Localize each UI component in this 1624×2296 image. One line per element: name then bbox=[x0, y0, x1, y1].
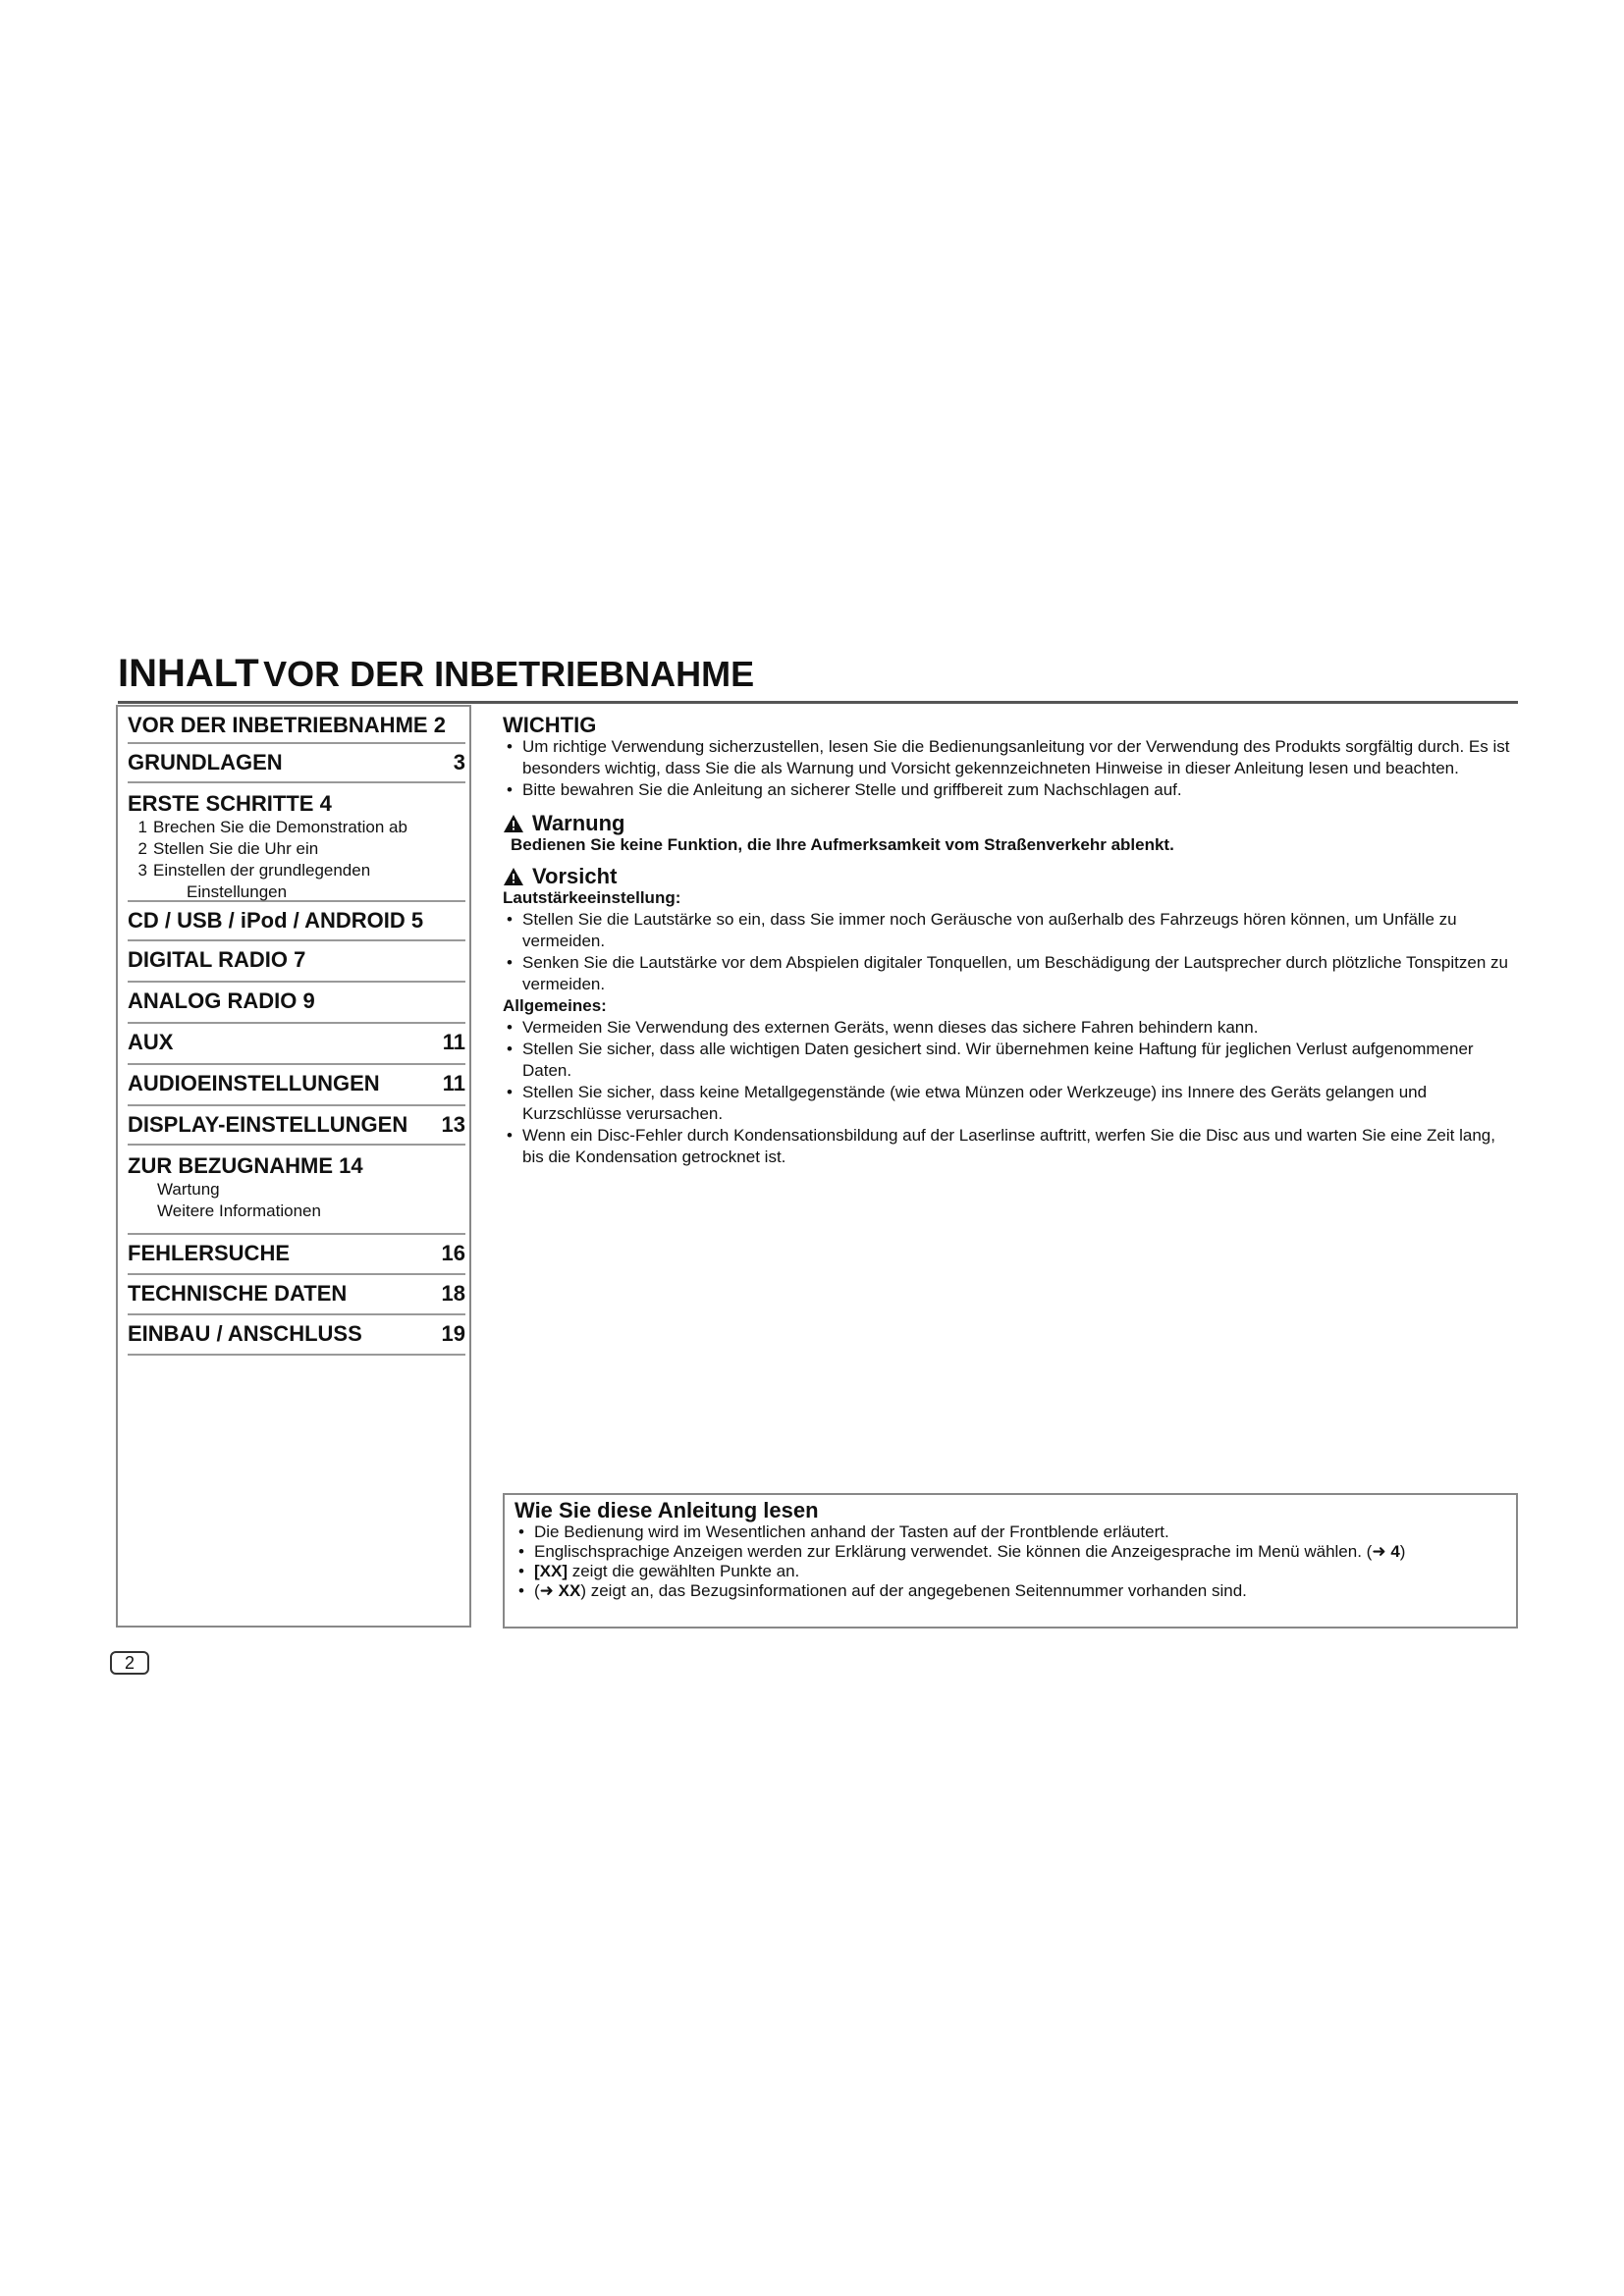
page-header bbox=[118, 652, 1518, 704]
toc-page-number: 18 bbox=[441, 1281, 465, 1306]
toc-entry[interactable] bbox=[128, 1106, 465, 1146]
toc-subentry-number: 3 bbox=[137, 861, 147, 880]
toc-label-wrap bbox=[128, 908, 423, 934]
main-content bbox=[503, 715, 1520, 1168]
toc-page-number: 13 bbox=[441, 1112, 465, 1137]
toc-subentry-text: Weitere Informationen bbox=[157, 1201, 321, 1220]
toc-label-wrap bbox=[128, 988, 315, 1014]
toc-entry-title bbox=[128, 902, 465, 934]
toc-label-wrap bbox=[128, 713, 446, 738]
toc-entry-title bbox=[128, 1235, 465, 1266]
toc-label: ERSTE SCHRITTE bbox=[128, 791, 314, 816]
list-item: • Wenn ein Disc-Fehler durch Kondensationsbildung auf der Laserlinse auftritt, werfen Sie die Disc aus und warten Sie eine Zeit lang, bis die Kondensation getrocknet ist. bbox=[503, 1125, 1520, 1168]
wichtig-heading: WICHTIG bbox=[503, 713, 597, 737]
howto-b2-end: ) bbox=[1399, 1542, 1406, 1561]
arrow-right-icon: ➜ bbox=[1372, 1542, 1391, 1561]
toc-entry[interactable] bbox=[128, 1275, 465, 1315]
toc-label-wrap bbox=[128, 1153, 363, 1179]
toc-label: AUX bbox=[128, 1030, 174, 1054]
toc-entry[interactable] bbox=[128, 983, 465, 1024]
toc-label: VOR DER INBETRIEBNAHME bbox=[128, 713, 428, 737]
toc-subentry-number: 2 bbox=[137, 839, 147, 858]
page-title: INHALT bbox=[118, 652, 259, 695]
toc-label: EINBAU / ANSCHLUSS bbox=[128, 1321, 362, 1346]
toc-label-wrap bbox=[128, 791, 332, 817]
paren-close: ) bbox=[580, 1581, 586, 1600]
toc-subentry-text: Einstellen der grundlegenden bbox=[153, 861, 371, 880]
list-item bbox=[514, 1581, 1506, 1601]
toc-subentry-number: 1 bbox=[137, 818, 147, 836]
list-item bbox=[514, 1562, 1506, 1581]
toc-label: FEHLERSUCHE bbox=[128, 1241, 291, 1265]
toc-subentry bbox=[128, 860, 465, 881]
toc-entry-title bbox=[128, 1275, 465, 1307]
allgemeines-subheading: Allgemeines: bbox=[503, 996, 607, 1015]
toc-subentry bbox=[128, 881, 465, 903]
toc-subentry-text: Brechen Sie die Demonstration ab bbox=[153, 818, 407, 836]
lautstaerke-subheading: Lautstärkeeinstellung: bbox=[503, 888, 681, 907]
toc-subentry-text: Einstellungen bbox=[187, 882, 288, 901]
warning-triangle-icon bbox=[503, 814, 524, 833]
list-item bbox=[514, 1542, 1506, 1562]
howto-b4-text: zeigt an, das Bezugsinformationen auf der angegebenen Seitennummer vorhanden sind. bbox=[586, 1581, 1247, 1600]
toc-subentry-text: Stellen Sie die Uhr ein bbox=[153, 839, 319, 858]
toc-label: GRUNDLAGEN bbox=[128, 750, 283, 774]
toc-entry[interactable] bbox=[128, 783, 465, 902]
toc-entry-title bbox=[128, 1065, 465, 1096]
toc-list bbox=[128, 707, 465, 1356]
vorsicht-heading bbox=[503, 866, 1520, 887]
toc-entry-title bbox=[128, 744, 465, 775]
toc-entry-title bbox=[128, 707, 465, 738]
toc-entry-title bbox=[128, 941, 465, 973]
list-item: • Stellen Sie sicher, dass keine Metallgegenstände (wie etwa Münzen oder Werkzeuge) ins Innere des Geräts gelangen und Kurzschlüsse verursachen. bbox=[503, 1082, 1520, 1125]
key-placeholder: [XX] bbox=[534, 1562, 568, 1580]
toc-label: ANALOG RADIO bbox=[128, 988, 298, 1013]
toc-entry-title bbox=[128, 1024, 465, 1055]
howto-b2-text: Englischsprachige Anzeigen werden zur Erklärung verwendet. Sie können die Anzeigesprache im Menü wählen. ( bbox=[534, 1542, 1373, 1561]
toc-page-number: 7 bbox=[294, 947, 306, 972]
toc-entry-title bbox=[128, 1315, 465, 1347]
page-subtitle: VOR DER INBETRIEBNAHME bbox=[263, 654, 755, 694]
toc-page-number: 9 bbox=[302, 988, 315, 1013]
warnung-heading bbox=[503, 813, 1520, 834]
list-item: • Bitte bewahren Sie die Anleitung an sicherer Stelle und griffbereit zum Nachschlagen auf. bbox=[503, 779, 1520, 801]
toc-subentry bbox=[128, 1179, 465, 1201]
toc-entry[interactable] bbox=[128, 1235, 465, 1275]
warning-triangle-icon bbox=[503, 867, 524, 886]
toc-label: TECHNISCHE DATEN bbox=[128, 1281, 348, 1306]
vorsicht-label: Vorsicht bbox=[532, 864, 618, 888]
toc-entry[interactable] bbox=[128, 1315, 465, 1356]
toc-label: DISPLAY-EINSTELLUNGEN bbox=[128, 1112, 408, 1137]
toc-page-number: 11 bbox=[442, 1071, 465, 1095]
toc-subentry bbox=[128, 1201, 465, 1222]
toc-page-number: 16 bbox=[441, 1241, 465, 1265]
toc-entry[interactable] bbox=[128, 1146, 465, 1235]
toc-entry-title bbox=[128, 983, 465, 1014]
toc-page-number: 14 bbox=[339, 1153, 363, 1178]
list-item: • Um richtige Verwendung sicherzustellen, lesen Sie die Bedienungsanleitung vor der Verwendung des Produkts sorgfältig durch. Es ist besonders wichtig, dass Sie die als Warnung und Vorsicht gekennzeichneten Hinweise in dieser Anleitung lesen und beachten. bbox=[503, 736, 1520, 779]
toc-entry[interactable] bbox=[128, 1065, 465, 1106]
toc-page-number: 3 bbox=[453, 750, 465, 774]
toc-entry[interactable] bbox=[128, 1024, 465, 1065]
warnung-label: Warnung bbox=[532, 811, 625, 835]
toc-page-number: 11 bbox=[442, 1030, 465, 1054]
paren-open: ( bbox=[534, 1581, 540, 1600]
toc-label: AUDIOEINSTELLUNGEN bbox=[128, 1071, 380, 1095]
toc-subentry bbox=[128, 838, 465, 860]
list-item: • Die Bedienung wird im Wesentlichen anhand der Tasten auf der Frontblende erläutert. bbox=[514, 1522, 1506, 1542]
toc-label: ZUR BEZUGNAHME bbox=[128, 1153, 333, 1178]
howto-b3-text: zeigt die gewählten Punkte an. bbox=[568, 1562, 800, 1580]
toc-entry-title bbox=[128, 783, 465, 817]
table-of-contents bbox=[116, 705, 471, 1628]
toc-entry[interactable] bbox=[128, 707, 465, 744]
warnung-text: Bedienen Sie keine Funktion, die Ihre Aufmerksamkeit vom Straßenverkehr ablenkt. bbox=[511, 835, 1174, 854]
toc-label: CD / USB / iPod / ANDROID bbox=[128, 908, 406, 933]
arrow-right-icon: ➜ bbox=[539, 1581, 559, 1600]
page-number: 2 bbox=[110, 1651, 149, 1675]
page-ref: XX bbox=[558, 1581, 581, 1600]
toc-entry[interactable] bbox=[128, 902, 465, 941]
toc-entry-title bbox=[128, 1106, 465, 1138]
how-to-read-box bbox=[503, 1493, 1518, 1629]
list-item: • Stellen Sie sicher, dass alle wichtigen Daten gesichert sind. Wir übernehmen keine Haftung für jeglichen Verlust aufgenommener Daten. bbox=[503, 1039, 1520, 1082]
list-item: • Stellen Sie die Lautstärke so ein, dass Sie immer noch Geräusche von außerhalb des Fahrzeugs hören können, um Unfälle zu vermeiden. bbox=[503, 909, 1520, 952]
toc-page-number: 19 bbox=[441, 1321, 465, 1346]
toc-entry[interactable] bbox=[128, 744, 465, 783]
page-ref: 4 bbox=[1390, 1542, 1400, 1561]
list-item: • Vermeiden Sie Verwendung des externen Geräts, wenn dieses das sichere Fahren behindern kann. bbox=[503, 1017, 1520, 1039]
toc-label: DIGITAL RADIO bbox=[128, 947, 288, 972]
toc-entry-title bbox=[128, 1146, 465, 1179]
toc-page-number: 4 bbox=[319, 791, 332, 816]
toc-subentry-text: Wartung bbox=[157, 1180, 220, 1199]
how-to-read-title: Wie Sie diese Anleitung lesen bbox=[514, 1498, 819, 1522]
toc-label-wrap bbox=[128, 947, 305, 973]
toc-page-number: 2 bbox=[433, 713, 446, 737]
list-item: • Senken Sie die Lautstärke vor dem Abspielen digitaler Tonquellen, um Beschädigung der Lautsprecher durch plötzliche Tonspitzen zu vermeiden. bbox=[503, 952, 1520, 995]
toc-entry[interactable] bbox=[128, 941, 465, 983]
toc-page-number: 5 bbox=[410, 908, 424, 933]
toc-subentry bbox=[128, 817, 465, 838]
